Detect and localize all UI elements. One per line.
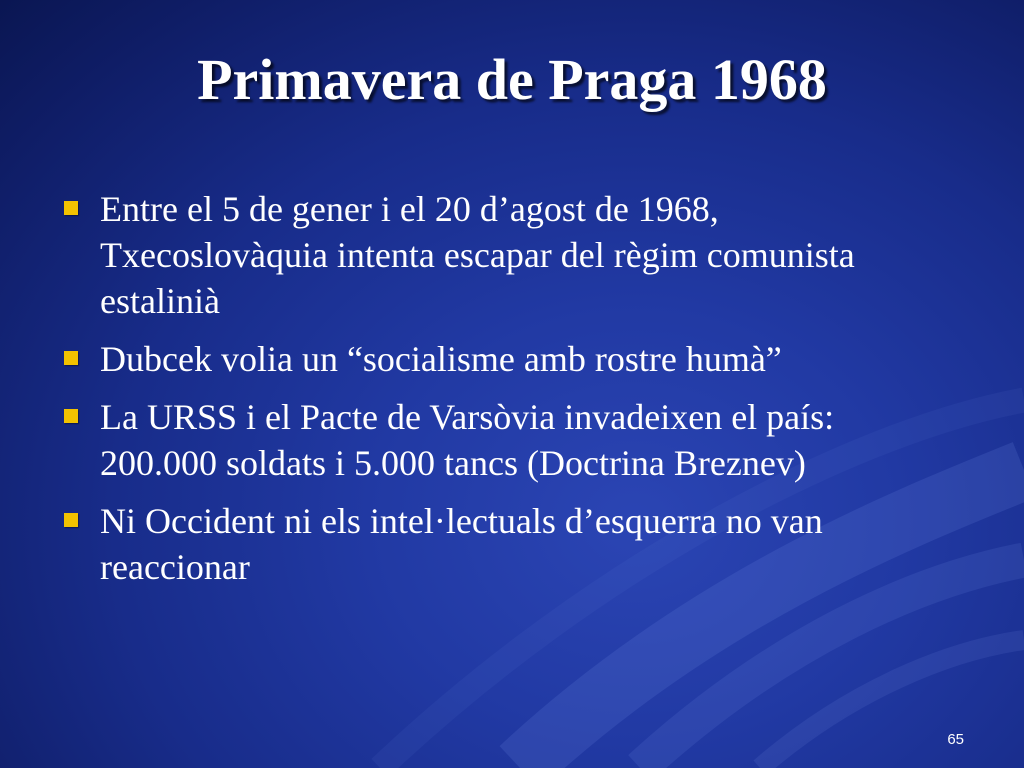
page-number: 65 xyxy=(947,731,964,748)
bullet-item xyxy=(56,186,936,324)
bullet-item xyxy=(56,498,936,590)
bullet-text: Entre el 5 de gener i el 20 d’agost de 1968, Txecoslovàquia intenta escapar del règim comunista estalinià xyxy=(100,189,855,321)
square-bullet-icon xyxy=(64,409,78,423)
square-bullet-icon xyxy=(64,351,78,365)
bullet-item xyxy=(56,394,936,486)
bullet-text: Ni Occident ni els intel·lectuals d’esquerra no van reaccionar xyxy=(100,501,823,587)
square-bullet-icon xyxy=(64,513,78,527)
square-bullet-icon xyxy=(64,201,78,215)
bullet-list xyxy=(56,186,936,602)
slide-title: Primavera de Praga 1968 xyxy=(197,47,827,112)
bullet-item xyxy=(56,336,936,382)
bullet-text: La URSS i el Pacte de Varsòvia invadeixen el país: 200.000 soldats i 5.000 tancs (Doctrina Breznev) xyxy=(100,397,835,483)
bullet-text: Dubcek volia un “socialisme amb rostre humà” xyxy=(100,339,782,379)
